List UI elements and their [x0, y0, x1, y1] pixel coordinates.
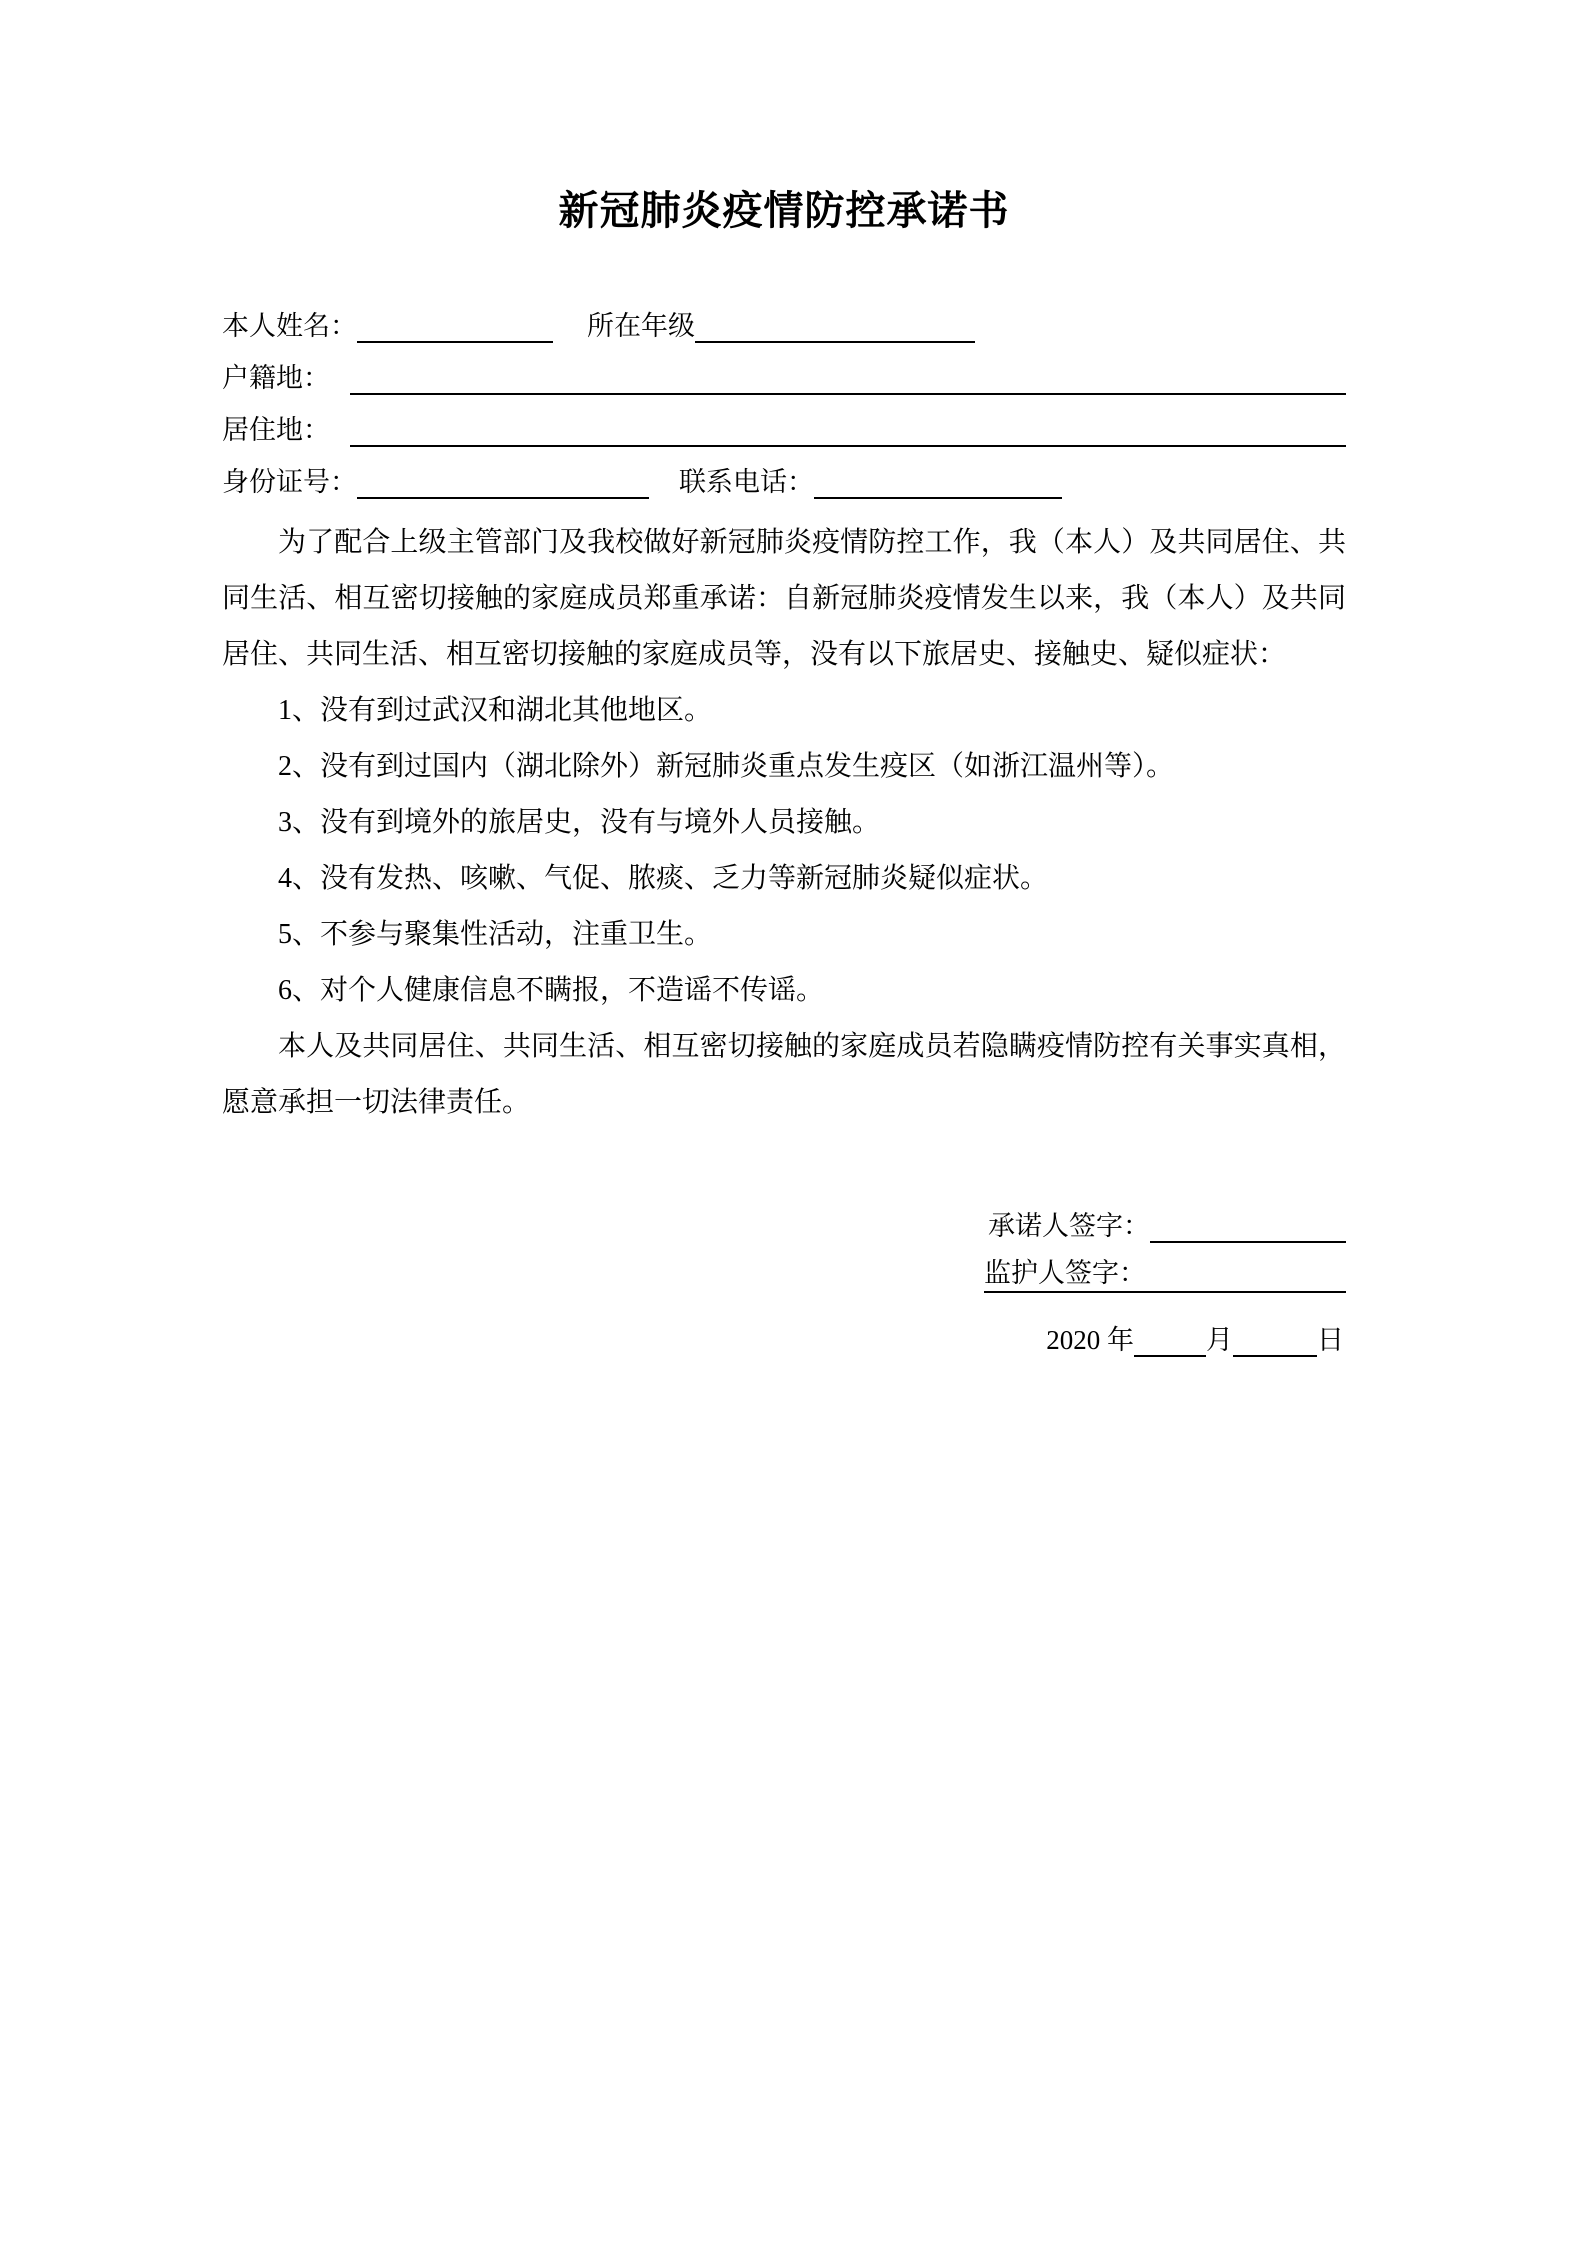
form-row-residence: [222, 395, 1346, 447]
id-number-field-label: 身份证号：: [222, 467, 357, 497]
signature-row-guardian: [222, 1243, 1346, 1293]
guardian-signature-input[interactable]: [1146, 1263, 1346, 1293]
signature-block: [222, 1193, 1346, 1357]
signature-row-promisor: [222, 1193, 1346, 1243]
list-item: 4、没有发热、咳嗽、气促、脓痰、乏力等新冠肺炎疑似症状。: [278, 863, 1049, 894]
date-row: [222, 1305, 1346, 1357]
residence-input[interactable]: [350, 415, 1346, 447]
list-item: 6、对个人健康信息不瞒报，不造谣不传谣。: [278, 975, 825, 1006]
name-field-label: 本人姓名：: [222, 311, 357, 341]
grade-field-label: 所在年级: [587, 311, 695, 341]
date-year-label: 2020 年: [1046, 1325, 1134, 1355]
name-input[interactable]: [357, 311, 553, 343]
guardian-signature-label: 监护人签字：: [984, 1260, 1146, 1293]
date-month-input[interactable]: [1134, 1329, 1206, 1357]
phone-input[interactable]: [814, 467, 1062, 499]
list-item: 2、没有到过国内（湖北除外）新冠肺炎重点发生疫区（如浙江温州等）。: [278, 751, 1175, 782]
form-row-household: [222, 343, 1346, 395]
form-fields-block: [222, 291, 1346, 499]
phone-field-label: 联系电话：: [679, 467, 814, 497]
date-month-label: 月: [1206, 1325, 1233, 1355]
form-row-id-phone: [222, 447, 1346, 499]
grade-input[interactable]: [695, 311, 975, 343]
list-item: 3、没有到境外的旅居史，没有与境外人员接触。: [278, 807, 881, 838]
promisor-signature-input[interactable]: [1150, 1213, 1346, 1243]
residence-field-label: 居住地：: [222, 415, 330, 445]
household-input[interactable]: [350, 363, 1346, 395]
closing-paragraph: 本人及共同居住、共同生活、相互密切接触的家庭成员若隐瞒疫情防控有关事实真相，愿意承担一切法律责任。: [222, 1031, 1346, 1118]
intro-paragraph: 为了配合上级主管部门及我校做好新冠肺炎疫情防控工作，我（本人）及共同居住、共同生活、相互密切接触的家庭成员郑重承诺：自新冠肺炎疫情发生以来，我（本人）及共同居住、共同生活、相互密切接触的家庭成员等，没有以下旅居史、接触史、疑似症状：: [222, 527, 1346, 670]
id-number-input[interactable]: [357, 467, 649, 499]
date-day-label: 日: [1317, 1325, 1344, 1355]
commitment-list: [222, 683, 1346, 1019]
date-day-input[interactable]: [1233, 1329, 1317, 1357]
list-item: 5、不参与聚集性活动，注重卫生。: [278, 919, 713, 950]
household-field-label: 户籍地：: [222, 363, 330, 393]
document-content: [222, 0, 1346, 1357]
page-title: 新冠肺炎疫情防控承诺书: [558, 188, 1010, 233]
form-row-name-grade: [222, 291, 1346, 343]
promisor-signature-label: 承诺人签字：: [988, 1211, 1150, 1241]
list-item: 1、没有到过武汉和湖北其他地区。: [278, 695, 713, 726]
